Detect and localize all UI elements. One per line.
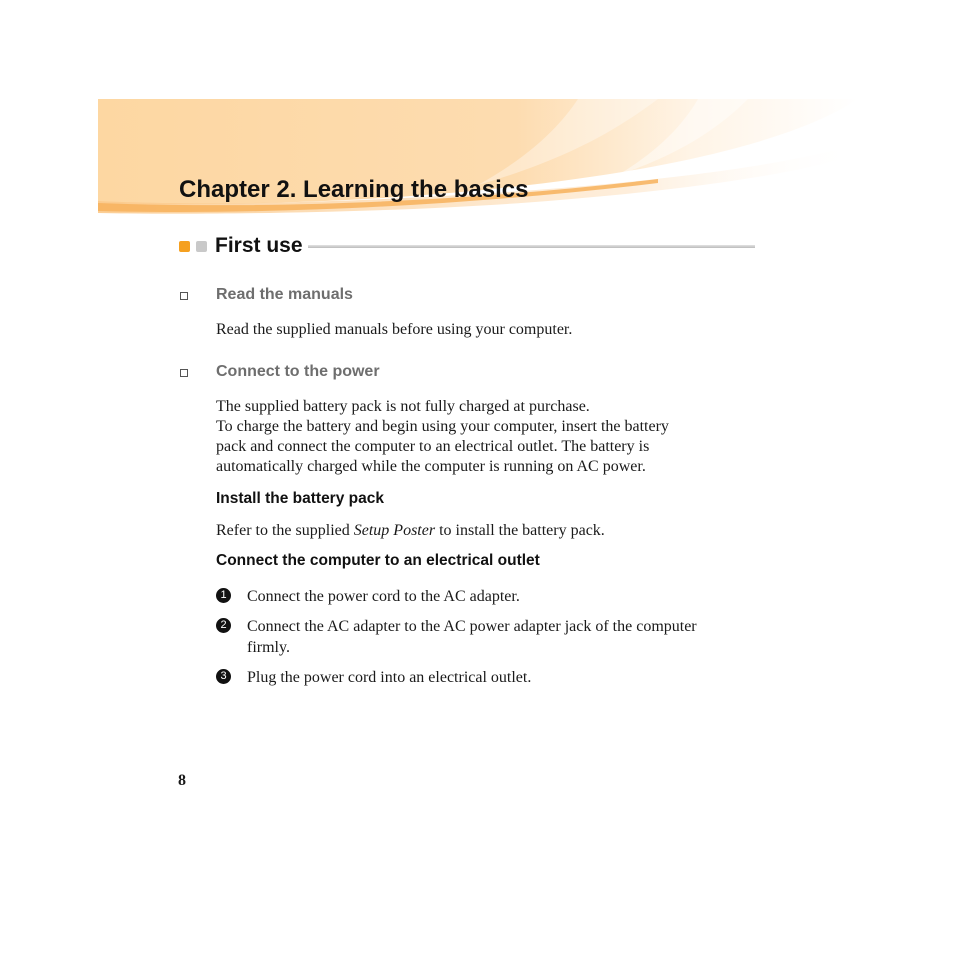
poster-title: Setup Poster [353,522,436,539]
step-2-text [247,616,757,658]
text-line: Connect the AC adapter to the AC power adapter jack of the computer [247,618,697,635]
section-rule [308,245,755,248]
section-title: First use [215,234,303,257]
paragraph-install-battery [216,521,756,541]
heading-connect-outlet: Connect the computer to an electrical outlet [216,552,540,569]
section-header [179,234,755,260]
page-number: 8 [178,772,186,789]
square-bullet-icon [180,292,188,300]
text-line: Connect the power cord to the AC adapter. [247,588,520,605]
text-line: Plug the power cord into an electrical outlet. [247,669,532,686]
text-line: automatically charged while the computer is running on AC power. [216,458,646,475]
text-line: The supplied battery pack is not fully charged at purchase. [216,398,590,415]
step-number-3-icon: 3 [216,669,231,684]
step-1-text [247,586,757,607]
square-bullet-icon [180,369,188,377]
paragraph-read-manuals [216,320,756,340]
gray-square-icon [196,241,207,252]
chapter-title: Chapter 2. Learning the basics [179,176,529,203]
text-line: pack and connect the computer to an electrical outlet. The battery is [216,438,650,455]
step-3-text [247,667,757,688]
step-number-2-icon: 2 [216,618,231,633]
orange-square-icon [179,241,190,252]
subheading-connect-power: Connect to the power [216,363,380,380]
step-number-1-icon: 1 [216,588,231,603]
text-line: Read the supplied manuals before using your computer. [216,321,573,338]
paragraph-connect-power [216,397,756,477]
subheading-read-manuals: Read the manuals [216,286,353,303]
text-segment: to install the battery pack. [435,522,605,539]
heading-install-battery: Install the battery pack [216,490,384,507]
text-line: To charge the battery and begin using your computer, insert the battery [216,418,669,435]
text-segment: Refer to the supplied [216,522,354,539]
text-line: firmly. [247,639,290,656]
